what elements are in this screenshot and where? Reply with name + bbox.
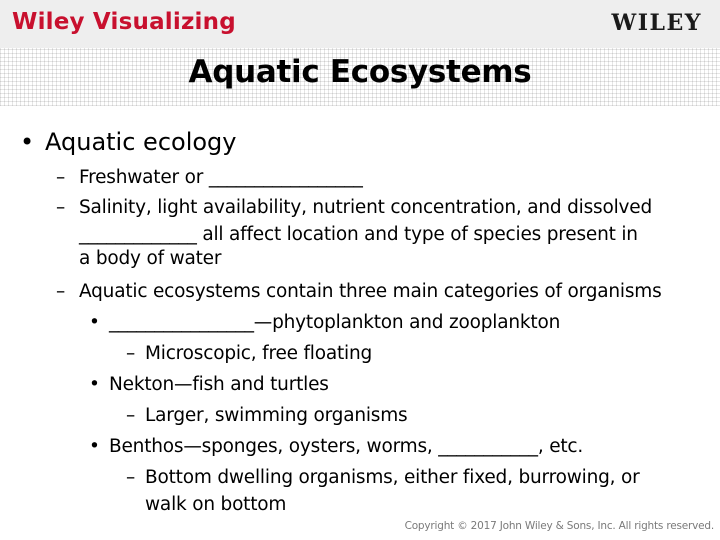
fourth-level-line [126, 405, 408, 426]
slide-title: Aquatic Ecosystems [188, 54, 532, 90]
third-level-line [89, 436, 584, 457]
dash-marker: – [56, 281, 66, 302]
sub-bullet-line [56, 281, 662, 302]
fourth-level-text: Bottom dwelling organisms, either fixed, burrowing, or [145, 467, 640, 488]
third-level-text: Benthos—sponges, oysters, worms, ___________, etc. [109, 436, 584, 457]
wrapped-line: a body of water [79, 248, 222, 269]
fourth-level-text: Larger, swimming organisms [145, 405, 408, 426]
sub-bullet-text: Freshwater or _________________ [79, 167, 363, 188]
dash-marker: – [126, 405, 136, 426]
third-level-text: ________________—phytoplankton and zooplankton [109, 312, 561, 333]
sub-bullet-line [56, 197, 652, 218]
bullet-text: Aquatic ecology [45, 128, 237, 156]
bullet-marker: • [89, 312, 100, 333]
wiley-logo: WILEY [611, 10, 702, 36]
dash-marker: – [56, 167, 66, 188]
third-level-line [89, 374, 329, 395]
wrapped-line: walk on bottom [145, 494, 287, 515]
sub-bullet-line [56, 167, 363, 188]
bullet-marker: • [89, 374, 100, 395]
fourth-level-line [126, 343, 373, 364]
dash-marker: – [126, 343, 136, 364]
sub-bullet-text: Salinity, light availability, nutrient concentration, and dissolved [79, 197, 652, 218]
sub-bullet-text: Aquatic ecosystems contain three main categories of organisms [79, 281, 662, 302]
third-level-line [89, 312, 561, 333]
bullet-marker: • [20, 128, 35, 156]
third-level-text: Nekton—fish and turtles [109, 374, 329, 395]
fourth-level-line [126, 467, 640, 488]
copyright-notice: Copyright © 2017 John Wiley & Sons, Inc. All rights reserved. [404, 520, 714, 532]
bullet-line [20, 128, 237, 156]
dash-marker: – [126, 467, 136, 488]
header-bar [0, 0, 720, 48]
wiley-visualizing-logo: Wiley Visualizing [12, 9, 236, 35]
wrapped-line: _____________ all affect location and type of species present in [79, 224, 638, 245]
fourth-level-text: Microscopic, free floating [145, 343, 373, 364]
bullet-marker: • [89, 436, 100, 457]
dash-marker: – [56, 197, 66, 218]
